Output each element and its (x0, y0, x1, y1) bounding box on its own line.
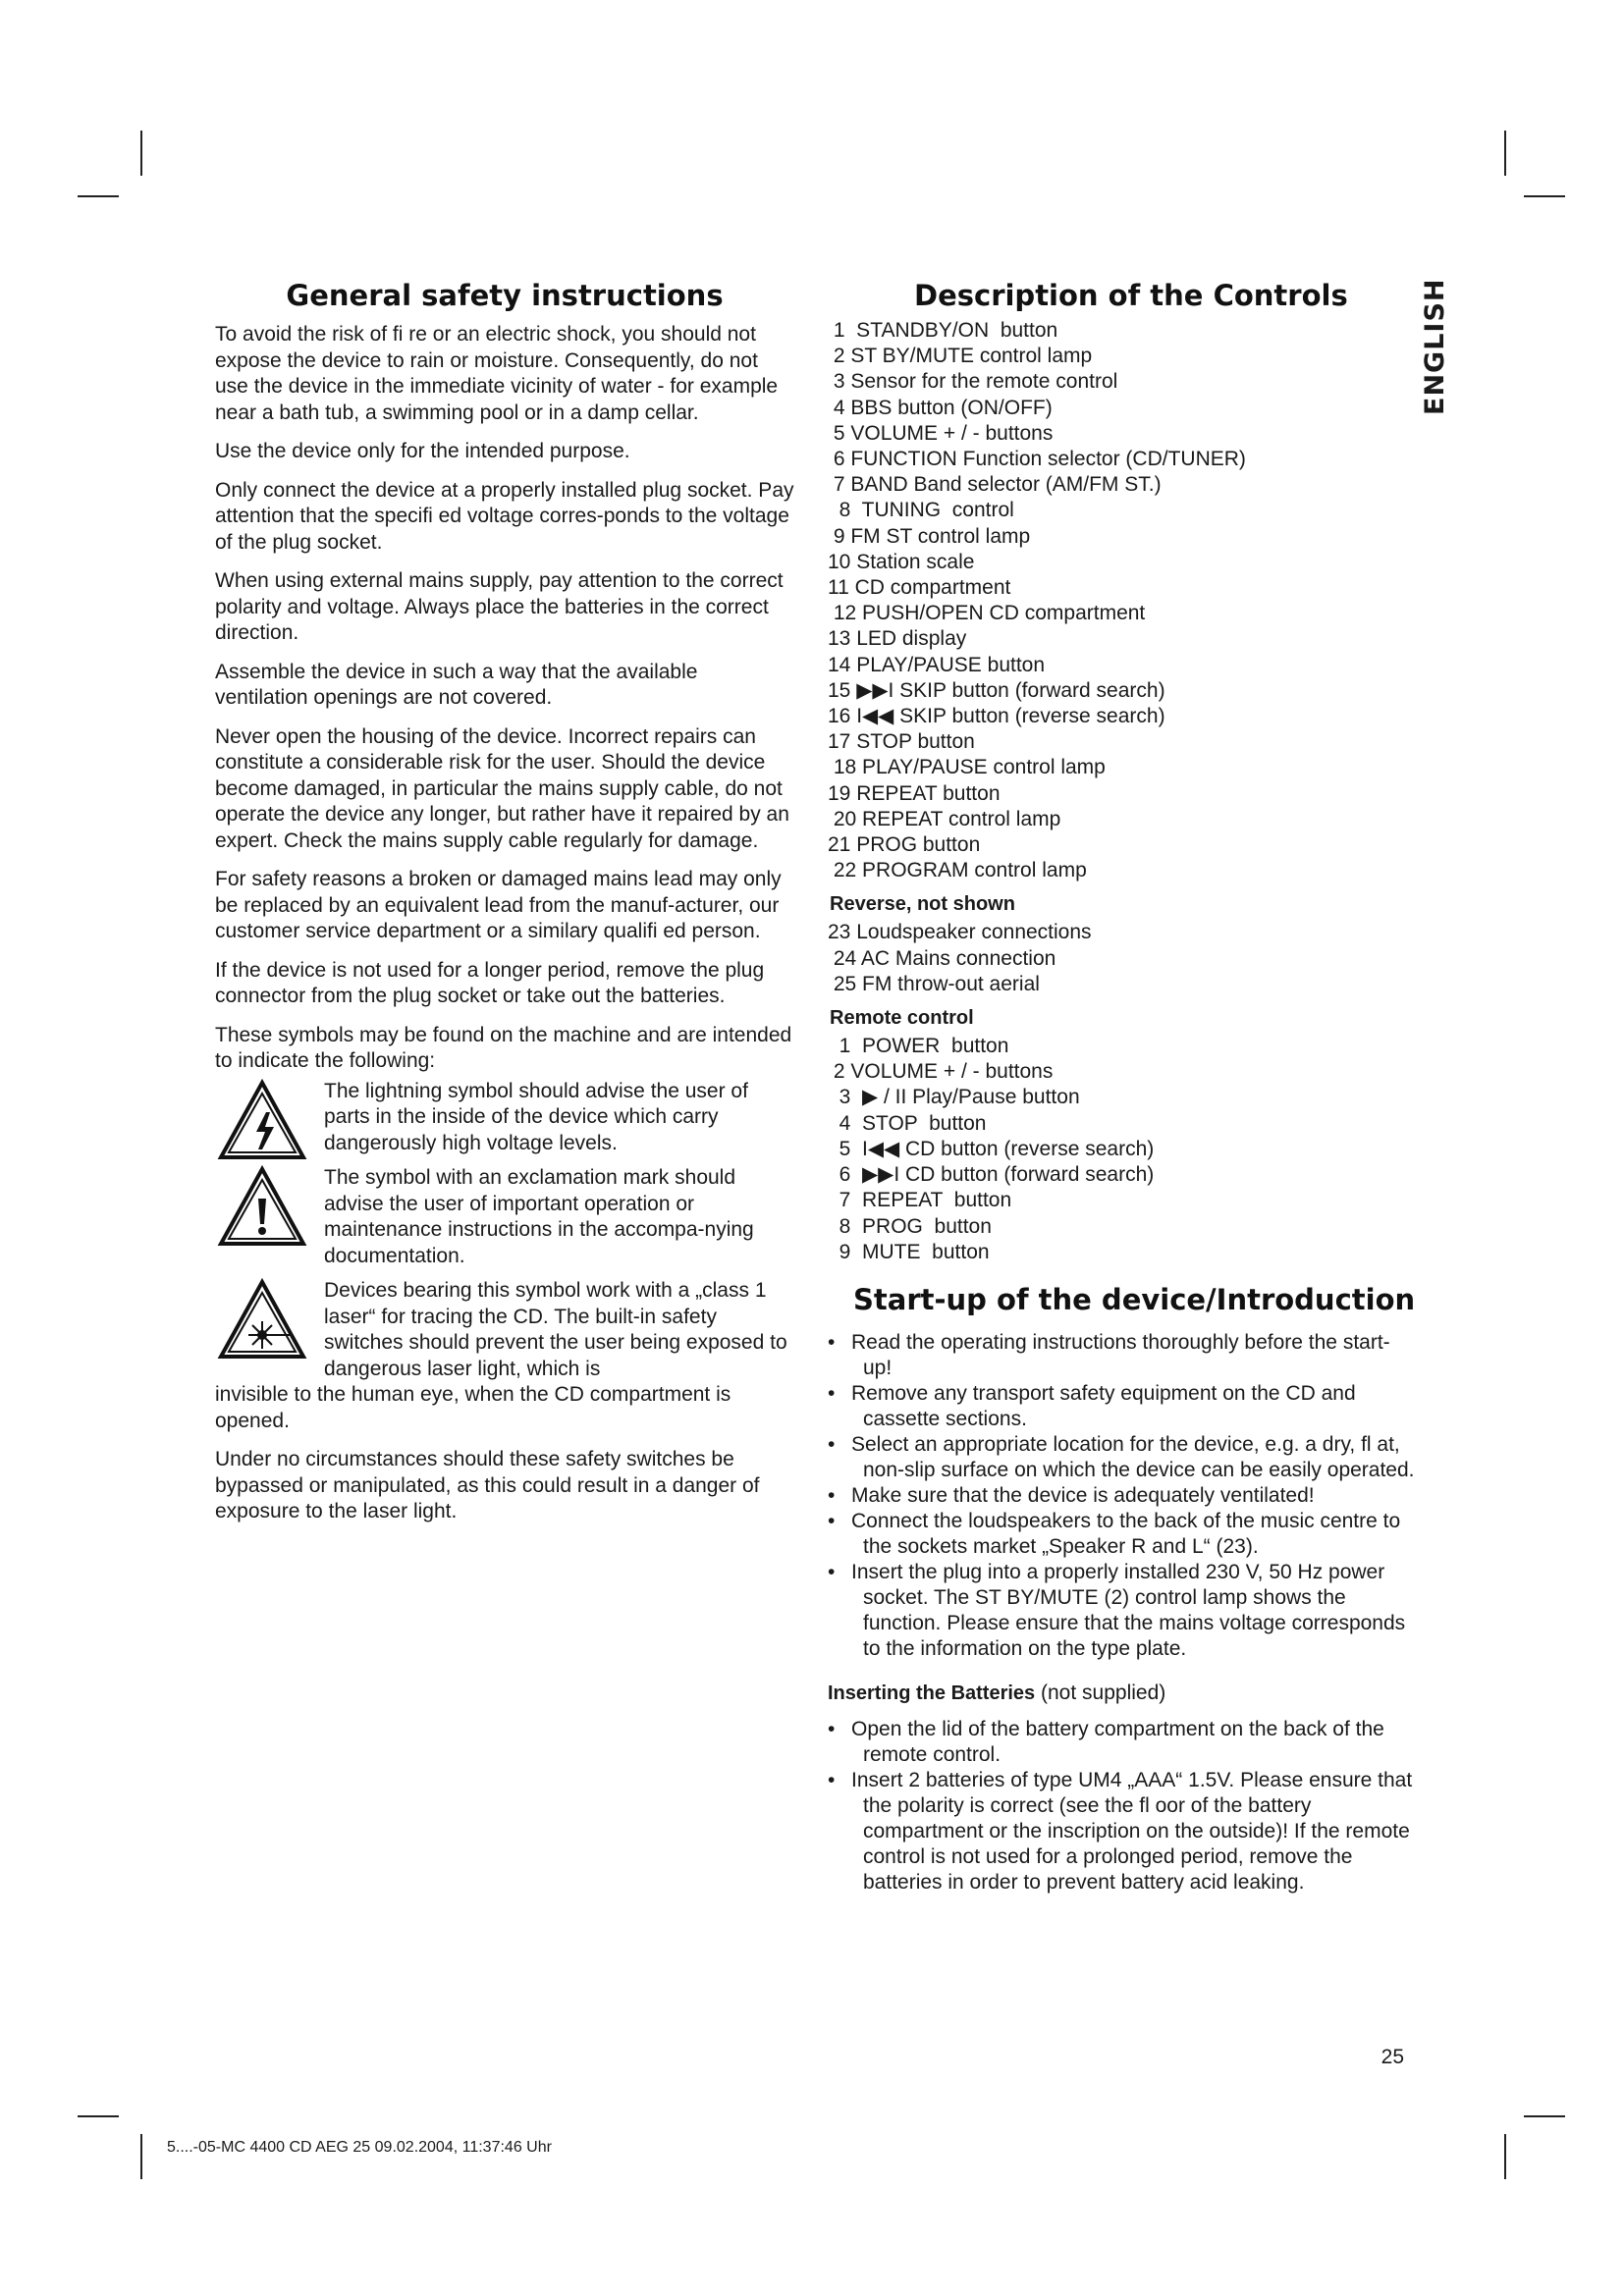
list-item: 23 Loudspeaker connections (828, 921, 1092, 944)
list-item: 25 FM throw-out aerial (828, 972, 1040, 995)
list-item: 7 BAND Band selector (AM/FM ST.) (828, 473, 1162, 497)
symbol-entry (215, 1278, 794, 1382)
remote-list (828, 1034, 1417, 1265)
safety-paragraph: For safety reasons a broken or damaged mains lead may only be replaced by an equivalent lead from the manuf-acturer, our customer service department or a similary qualifi ed person. (215, 868, 782, 942)
safety-paragraph: Assemble the device in such a way that the available ventilation openings are not covered. (215, 660, 698, 709)
list-item: • Insert 2 batteries of type UM4 „AAA“ 1.5V. Please ensure that the polarity is correct (see the fl oor of the battery compartment or the inscription on the outside)! If the remote control is not used for a prolonged period, remove the batteries in order to prevent battery acid leaking. (828, 1768, 1413, 1894)
crop-mark (1504, 131, 1506, 176)
symbol-text: The lightning symbol should advise the user of parts in the inside of the device which carry dangerously high voltage levels. (324, 1079, 748, 1154)
list-item: • Select an appropriate location for the device, e.g. a dry, fl at, non-slip surface on which the device can be easily operated. (828, 1432, 1415, 1481)
print-footer: 5....-05-MC 4400 CD AEG 25 09.02.2004, 11:37:46 Uhr (167, 2139, 552, 2156)
safety-paragraph: To avoid the risk of fi re or an electric shock, you should not expose the device to rain or moisture. Consequently, do not use the device in the immediate vicinity of water - for example near a bath tub, a swimming pool or in a damp cellar. (215, 323, 779, 424)
list-item: • Remove any transport safety equipment on the CD and cassette sections. (828, 1381, 1356, 1430)
list-item: 8 TUNING control (828, 499, 1014, 522)
list-item: 15 ▶▶I SKIP button (forward search) (828, 678, 1165, 702)
list-item: 6 ▶▶I CD button (forward search) (828, 1163, 1155, 1187)
laser-continuation: invisible to the human eye, when the CD compartment is opened. (215, 1383, 731, 1432)
list-item: 10 Station scale (828, 550, 975, 573)
list-item: 22 PROGRAM control lamp (828, 859, 1087, 882)
list-item: 3 Sensor for the remote control (828, 370, 1118, 394)
batteries-list (828, 1717, 1417, 1896)
list-item: • Open the lid of the battery compartment on the back of the remote control. (828, 1717, 1384, 1766)
list-item: 4 STOP button (828, 1111, 987, 1135)
crop-mark (1504, 2134, 1506, 2179)
laser-warning-icon (217, 1278, 307, 1361)
crop-mark (1524, 2115, 1565, 2117)
reverse-subheading: Reverse, not shown (830, 893, 1015, 916)
list-item: 2 VOLUME + / - buttons (828, 1060, 1054, 1084)
language-tab: ENGLISH (1420, 278, 1450, 415)
list-item: 13 LED display (828, 627, 967, 651)
list-item: 5 VOLUME + / - buttons (828, 421, 1054, 445)
list-item: • Connect the loudspeakers to the back of the music centre to the sockets market „Speaker R and L“ (23). (828, 1509, 1401, 1558)
crop-mark (78, 2115, 119, 2117)
list-item: 1 STANDBY/ON button (828, 319, 1058, 342)
controls-column (828, 279, 1417, 1896)
list-item: 21 PROG button (828, 833, 981, 857)
list-item: 24 AC Mains connection (828, 946, 1056, 970)
controls-title: Description of the Controls (914, 279, 1348, 312)
symbol-entry (215, 1165, 794, 1269)
crop-mark (1524, 195, 1565, 197)
list-item: 17 STOP button (828, 730, 975, 754)
safety-paragraph: Use the device only for the intended purpose. (215, 440, 630, 462)
crop-mark (78, 195, 119, 197)
list-item: 7 REPEAT button (828, 1189, 1012, 1212)
symbol-entry (215, 1079, 794, 1157)
controls-list (828, 318, 1417, 883)
list-item: 9 FM ST control lamp (828, 524, 1031, 548)
safety-paragraph: Never open the housing of the device. Incorrect repairs can constitute a considerable risk for the user. Should the device become damaged, in particular the mains supply cable, do not operate the device any longer, but rather have it repaired by an expert. Check the mains supply cable regularly for damage. (215, 724, 789, 852)
list-item: 16 I◀◀ SKIP button (reverse search) (828, 705, 1165, 728)
crop-mark (140, 2134, 142, 2179)
startup-title: Start-up of the device/Introduction (853, 1282, 1416, 1316)
list-item: • Insert the plug into a properly installed 230 V, 50 Hz power socket. The ST BY/MUTE (2) control lamp shows the function. Please ensure that the mains voltage corresponds to the information on the type plate. (828, 1560, 1406, 1660)
list-item: 14 PLAY/PAUSE button (828, 653, 1046, 676)
page-number: 25 (1380, 2046, 1404, 2068)
list-item: 1 POWER button (828, 1035, 1009, 1058)
list-item: 12 PUSH/OPEN CD compartment (828, 602, 1146, 625)
lightning-warning-icon (217, 1079, 307, 1161)
symbol-text: The symbol with an exclamation mark should advise the user of important operation or maintenance instructions in the accompa-nying documentation. (324, 1166, 754, 1267)
safety-paragraph: These symbols may be found on the machine and are intended to indicate the following: (215, 1023, 792, 1072)
safety-title: General safety instructions (286, 279, 724, 312)
safety-paragraph: When using external mains supply, pay attention to the correct polarity and voltage. Always place the batteries in the correct direction. (215, 569, 784, 644)
remote-subheading: Remote control (830, 1007, 974, 1030)
list-item: • Make sure that the device is adequately ventilated! (828, 1483, 1315, 1507)
list-item: 8 PROG button (828, 1214, 992, 1238)
safety-paragraph: Only connect the device at a properly installed plug socket. Pay attention that the specifi ed voltage corres-ponds to the voltage of the plug socket. (215, 478, 794, 554)
safety-column (215, 279, 794, 1538)
batteries-heading: Inserting the Batteries (not supplied) (828, 1681, 1166, 1704)
list-item: 20 REPEAT control lamp (828, 807, 1061, 830)
safety-paragraph: If the device is not used for a longer period, remove the plug connector from the plug socket or take out the batteries. (215, 958, 765, 1007)
list-item: • Read the operating instructions thoroughly before the start-up! (828, 1330, 1390, 1379)
list-item: 11 CD compartment (828, 576, 1011, 600)
list-item: 3 ▶ / II Play/Pause button (828, 1086, 1080, 1109)
list-item: 9 MUTE button (828, 1240, 990, 1263)
reverse-list (828, 920, 1417, 997)
crop-mark (140, 131, 142, 176)
list-item: 18 PLAY/PAUSE control lamp (828, 756, 1106, 779)
list-item: 2 ST BY/MUTE control lamp (828, 345, 1093, 368)
startup-list (828, 1330, 1417, 1662)
list-item: 6 FUNCTION Function selector (CD/TUNER) (828, 448, 1246, 471)
safety-paragraph: Under no circumstances should these safety switches be bypassed or manipulated, as this could result in a danger of exposure to the laser light. (215, 1448, 760, 1522)
exclamation-warning-icon (217, 1165, 307, 1248)
list-item: 5 I◀◀ CD button (reverse search) (828, 1137, 1155, 1160)
list-item: 4 BBS button (ON/OFF) (828, 396, 1053, 419)
symbol-text: Devices bearing this symbol work with a „class 1 laser“ for tracing the CD. The built-in safety switches should prevent the user being exposed to dangerous laser light, which is (324, 1279, 787, 1380)
list-item: 19 REPEAT button (828, 781, 1001, 805)
